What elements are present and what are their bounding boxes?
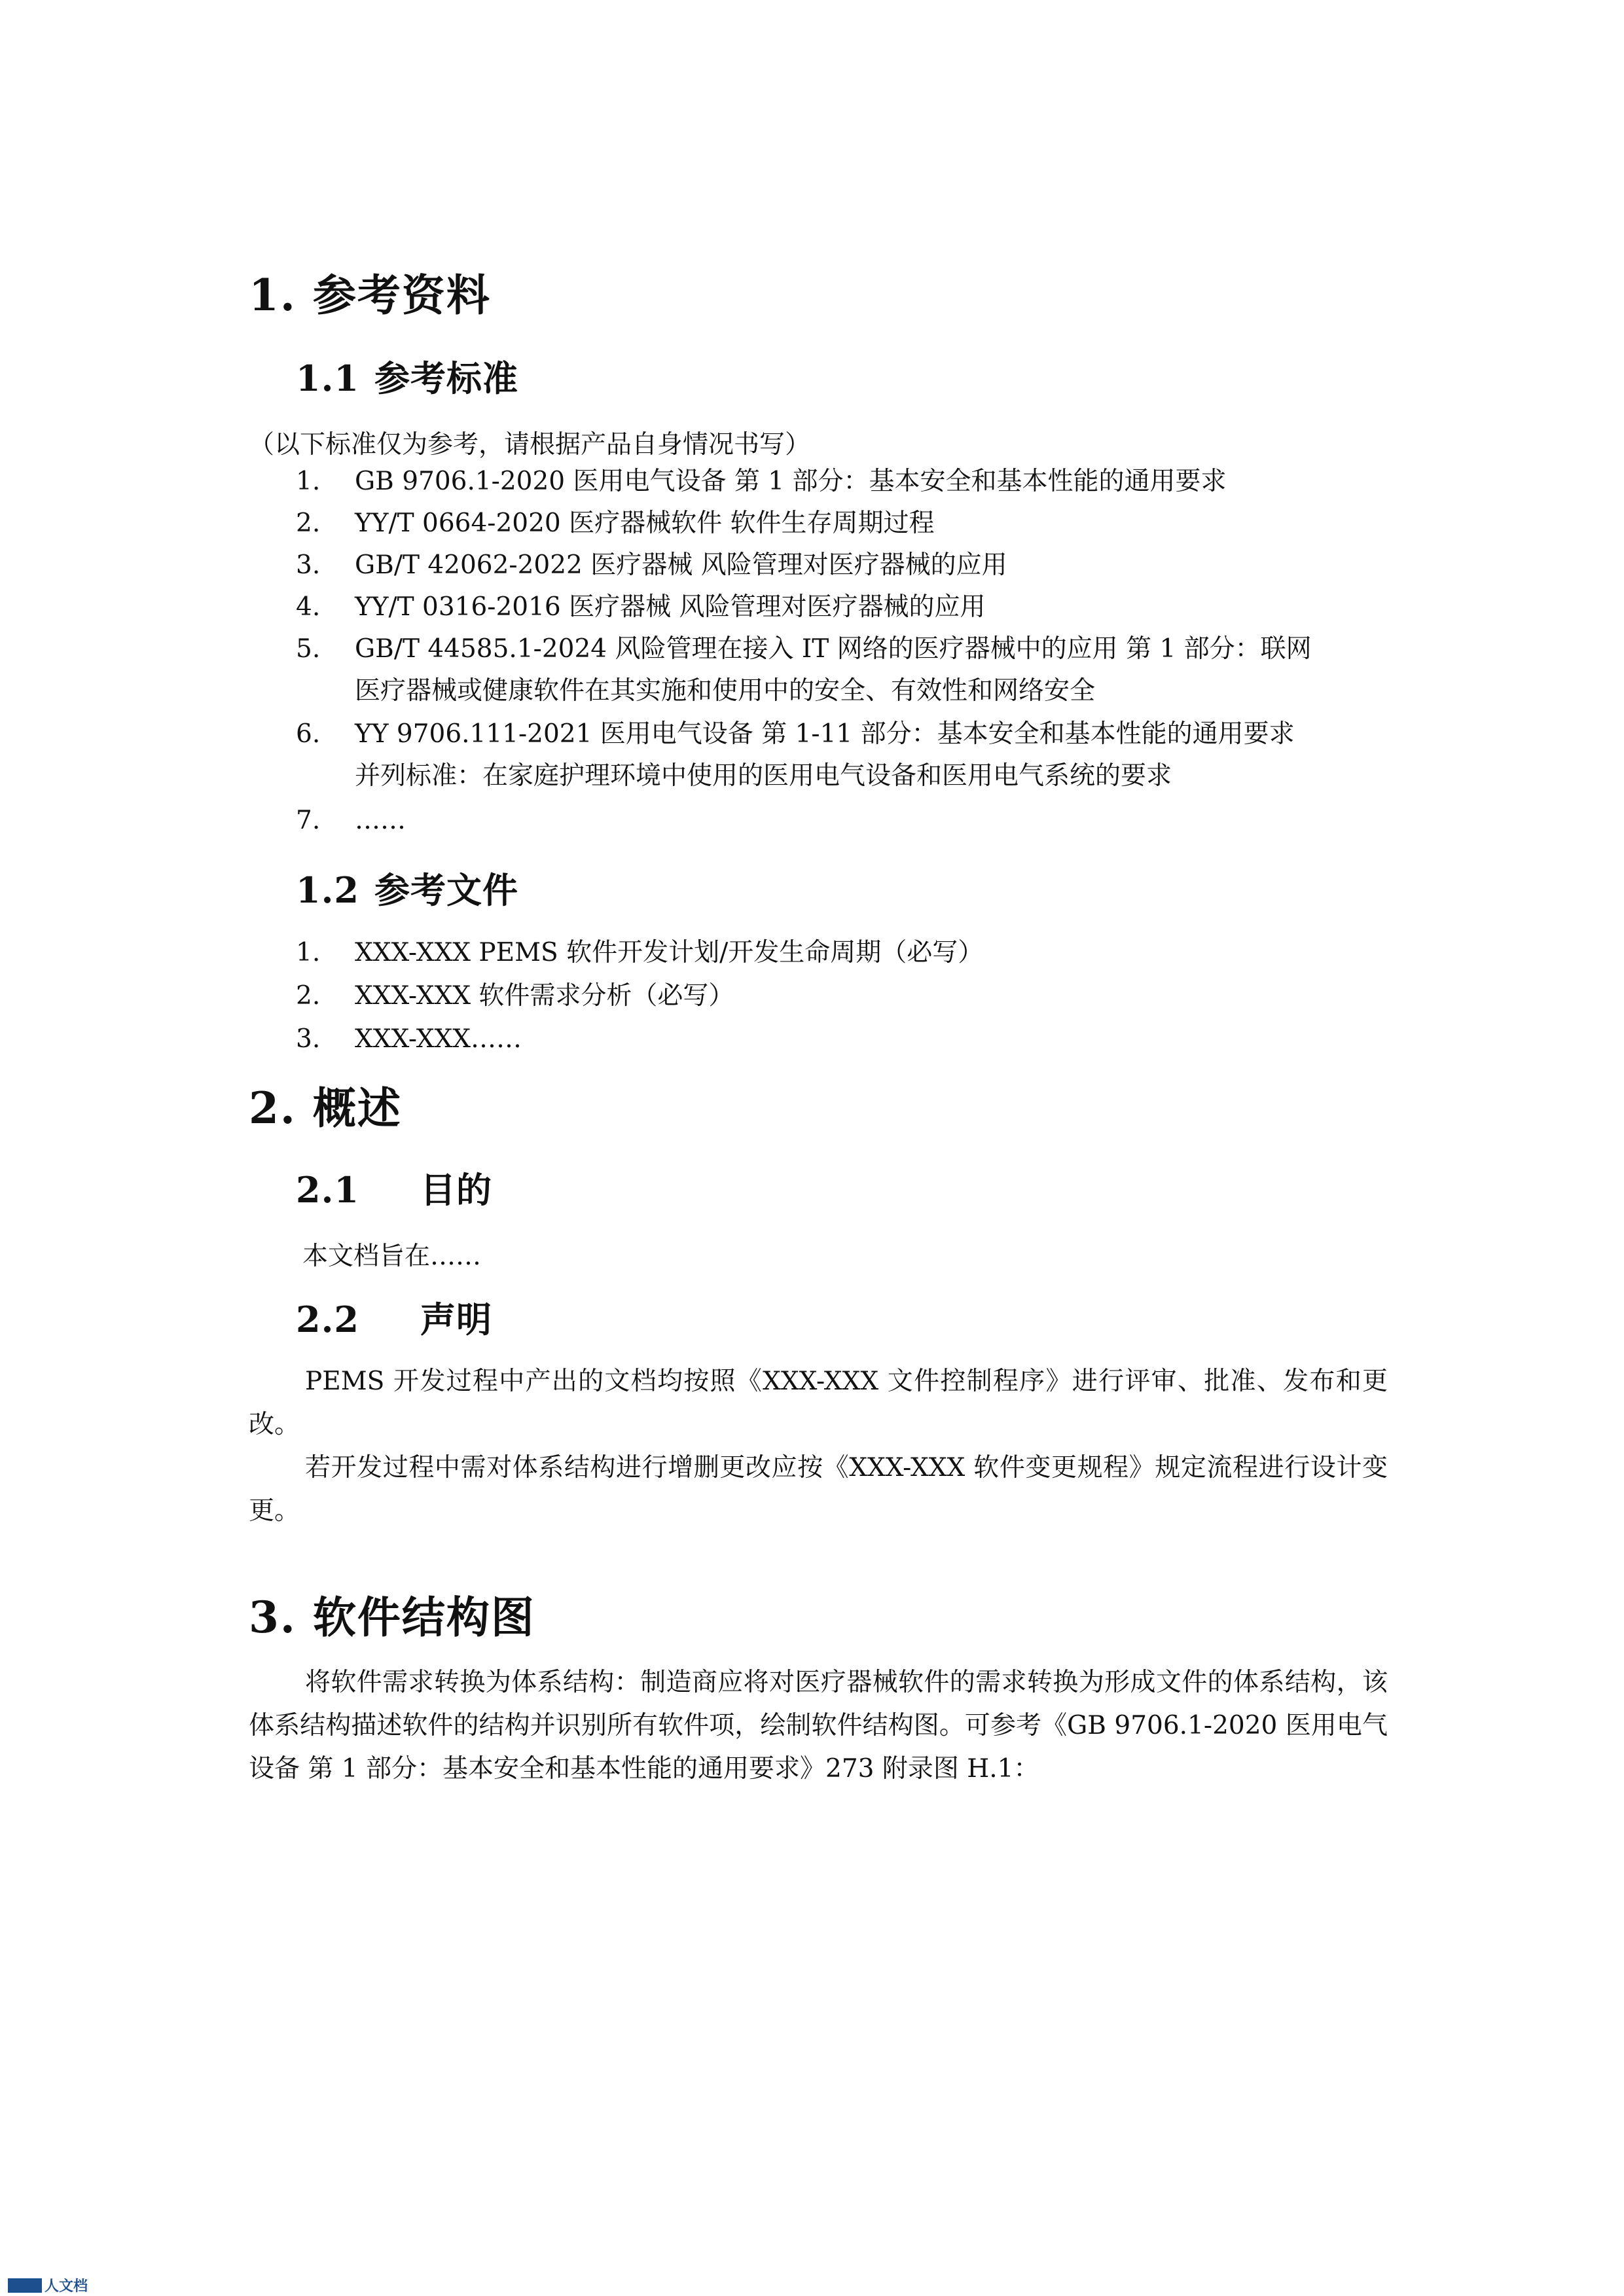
section-title: 参考文件 (374, 869, 518, 911)
logo-text: 人文档 (45, 2278, 88, 2295)
section-number: 1.2 (296, 869, 359, 911)
list-item (296, 545, 1007, 586)
section-2-heading: 2. 概述 (249, 1083, 402, 1134)
list-item (296, 932, 983, 974)
section-2-1-heading (296, 1162, 492, 1213)
list-text: YY/T 0664-2020 医疗器械软件 软件生存周期过程 (355, 509, 935, 538)
list-item (296, 975, 734, 1017)
list-item (296, 503, 935, 545)
section-1-1-heading (296, 351, 518, 401)
list-item (296, 628, 1312, 712)
list-item (296, 800, 406, 842)
section-number: 1.1 (296, 357, 359, 399)
list-text-continuation: 医疗器械或健康软件在其实施和使用中的安全、有效性和网络安全 (355, 676, 1096, 706)
section-number: 2.2 (296, 1299, 359, 1340)
list-number: 1. (296, 467, 321, 496)
section-2-2-heading (296, 1292, 492, 1342)
list-text: YY 9706.111-2021 医用电气设备 第 1-11 部分：基本安全和基本性能的通用要求 (355, 719, 1295, 749)
list-text: XXX-XXX PEMS 软件开发计划/开发生命周期（必写） (355, 938, 984, 967)
list-text: YY/T 0316-2016 医疗器械 风险管理对医疗器械的应用 (355, 592, 986, 622)
list-number: 6. (296, 719, 321, 749)
section-3-heading: 3. 软件结构图 (249, 1592, 535, 1643)
list-item (296, 713, 1295, 797)
section-title: 参考标准 (374, 357, 518, 399)
list-text-continuation: 并列标准：在家庭护理环境中使用的医用电气设备和医用电气系统的要求 (355, 761, 1172, 791)
list-number: 3. (296, 1024, 321, 1054)
list-item (296, 461, 1227, 503)
list-text: GB/T 44585.1-2024 风险管理在接入 IT 网络的医疗器械中的应用 第 1 部分：联网 (355, 634, 1312, 664)
list-number: 2. (296, 981, 321, 1011)
list-number: 1. (296, 938, 321, 967)
list-item (296, 586, 986, 628)
standards-note: （以下标准仅为参考，请根据产品自身情况书写） (249, 430, 811, 459)
list-text: XXX-XXX…… (355, 1024, 522, 1054)
list-number: 3. (296, 550, 321, 580)
section-number: 2.1 (296, 1169, 359, 1211)
list-number: 2. (296, 509, 321, 538)
list-number: 7. (296, 806, 321, 835)
list-number: 5. (296, 634, 321, 664)
list-text: XXX-XXX 软件需求分析（必写） (355, 981, 734, 1011)
section-title: 目的 (420, 1169, 492, 1211)
list-text: …… (355, 806, 406, 835)
statement-paragraph-1: PEMS 开发过程中产出的文档均按照《XXX-XXX 文件控制程序》进行评审、批准、发布和更改。 (249, 1367, 1388, 1439)
list-item (296, 1018, 522, 1060)
watermark-logo (8, 2275, 88, 2295)
section-1-heading: 1. 参考资料 (249, 270, 491, 321)
list-text: GB 9706.1-2020 医用电气设备 第 1 部分：基本安全和基本性能的通用要求 (355, 467, 1227, 496)
structure-paragraph: 将软件需求转换为体系结构：制造商应将对医疗器械软件的需求转换为形成文件的体系结构，该体系结构描述软件的结构并识别所有软件项，绘制软件结构图。可参考《GB 9706.1-2020 医用电气设备 第 1 部分：基本安全和基本性能的通用要求》273 附录图 H.1： (249, 1668, 1388, 1784)
list-number: 4. (296, 592, 321, 622)
logo-mark-icon (8, 2278, 42, 2293)
purpose-text: 本文档旨在…… (302, 1242, 482, 1271)
section-1-2-heading (296, 863, 518, 913)
section-title: 声明 (420, 1299, 492, 1340)
statement-paragraph-2: 若开发过程中需对体系结构进行增删更改应按《XXX-XXX 软件变更规程》规定流程进行设计变更。 (249, 1453, 1388, 1526)
list-text: GB/T 42062-2022 医疗器械 风险管理对医疗器械的应用 (355, 550, 1007, 580)
